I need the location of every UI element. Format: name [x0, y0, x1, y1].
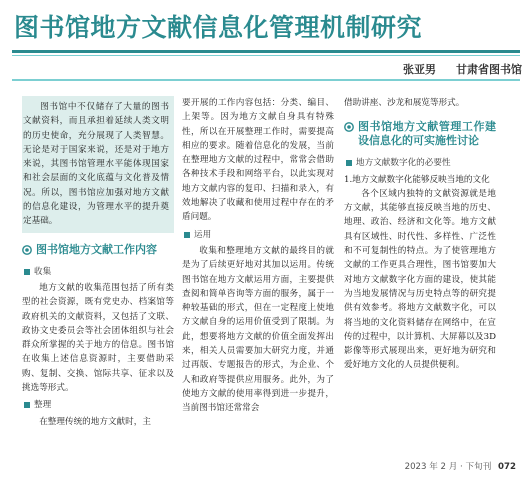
- subheading-digital: 地方文献数字化的必要性: [344, 156, 496, 170]
- point-1-heading: 1.地方文献数字化能够反映当地的文化: [344, 174, 490, 185]
- paragraph-use-cont: 借助讲座、沙龙和展览等形式。: [344, 98, 465, 108]
- title-rule: [12, 50, 520, 53]
- subheading-use: 运用: [182, 228, 334, 242]
- abstract-text: 图书馆中不仅储存了大量的图书文献资料，而且承担着延续人类文明的历史使命，充分展现了人类智慧。无论是对于国家来说，还是对于地方来说，其图书馆管理水平能体现国家和社会层面的文化底蕴与文化普及情况。所以，图书馆应加强对地方文献的信息化建设，为管理水平的提升奠定基础。: [23, 102, 169, 227]
- section-bullet-icon: [344, 122, 354, 132]
- square-bullet-icon: [184, 232, 190, 238]
- paragraph-collect: 地方文献的收集范围包括了所有类型的社会资源，既有党史办、档案馆等政府机关的文献资料，又包括了文联、政协文史委员会等社会团体组织与社会群众所掌握的关于地方的信息。图书馆在收集上述信息资源时，主要借助采购、复制、交换、馆际共享、征求以及挑选等形式。: [22, 282, 174, 394]
- column-2: [182, 96, 334, 451]
- paragraph-use: 收集和整理地方文献的最终目的就是为了后续更好地对其加以运用。传统图书馆在地方文献运用方面，主要提供查阅和简单咨询等方面的服务，属于一种较基础的形式，但在一定程度上使地方文献自身的运用价值受到了限制。为此，想要将地方文献的价值全面发挥出来，相关人员需要加大研究力度，并通过再版、专题报告的形式，为企业、个人和政府等提供应用服务。此外，为了使地方文献的使用率得到进一步提升，当前图书馆还常常会: [182, 245, 334, 414]
- page-number: 072: [498, 462, 516, 472]
- title-rule-thin: [12, 55, 520, 56]
- issue-date: 2023 年 2 月 · 下旬刊: [404, 462, 492, 472]
- author-name: 张亚男: [403, 63, 436, 76]
- subheading-collect: 收集: [22, 265, 174, 279]
- page-footer: [405, 460, 516, 472]
- article-title: 图书馆地方文献信息化管理机制研究: [14, 13, 423, 42]
- square-bullet-icon: [24, 402, 30, 408]
- square-bullet-icon: [346, 160, 352, 166]
- section-heading-1: 图书馆地方文献工作内容: [22, 243, 174, 257]
- author-affiliation: 甘肃省图书馆: [456, 63, 522, 76]
- paragraph-point-1: 各个区域内独特的文献资源就是地方文献，其能够直接反映当地的历史、地理、政治、经济和文化等。地方文献具有区域性、时代性、多样性、广泛性和不可复制性的特点。为了使管理地方文献的工作更具合理性，图书馆要加大对地方文献数字化方面的建设，使其能为当地发展情况与历史特点等的研究提供有效参考。将地方文献数字化，可以将当地的文化资料储存在网络中，在宣传的过程中，以计算机、大屏幕以及3D影像等形式展现出来，更好地为研究和爱好地方文化的人员提供便利。: [344, 188, 496, 371]
- column-3: [344, 96, 496, 451]
- subheading-organize: 整理: [22, 398, 174, 412]
- paragraph-organize-start: 在整理传统的地方文献时，主: [39, 416, 151, 427]
- byline-rule: [12, 79, 520, 81]
- byline: [306, 61, 522, 79]
- section-bullet-icon: [22, 245, 32, 255]
- abstract-box: [22, 96, 174, 233]
- square-bullet-icon: [24, 269, 30, 275]
- paragraph-organize-cont: 要开展的工作内容包括：分类、编目、上架等。因为地方文献自身具有特殊性，所以在开展整理工作时，需要提高相应的要求。随着信息化的发展，当前在整理地方文献的过程中，常常会借助各种技术手段和网络平台，以此实现对地方文献内容的复印、扫描和录入，有效地解决了收藏和使用过程中存在的矛盾问题。: [182, 98, 334, 223]
- column-1: [22, 96, 174, 451]
- section-heading-2: 图书馆地方文献管理工作建设信息化的可实施性讨论: [344, 120, 496, 148]
